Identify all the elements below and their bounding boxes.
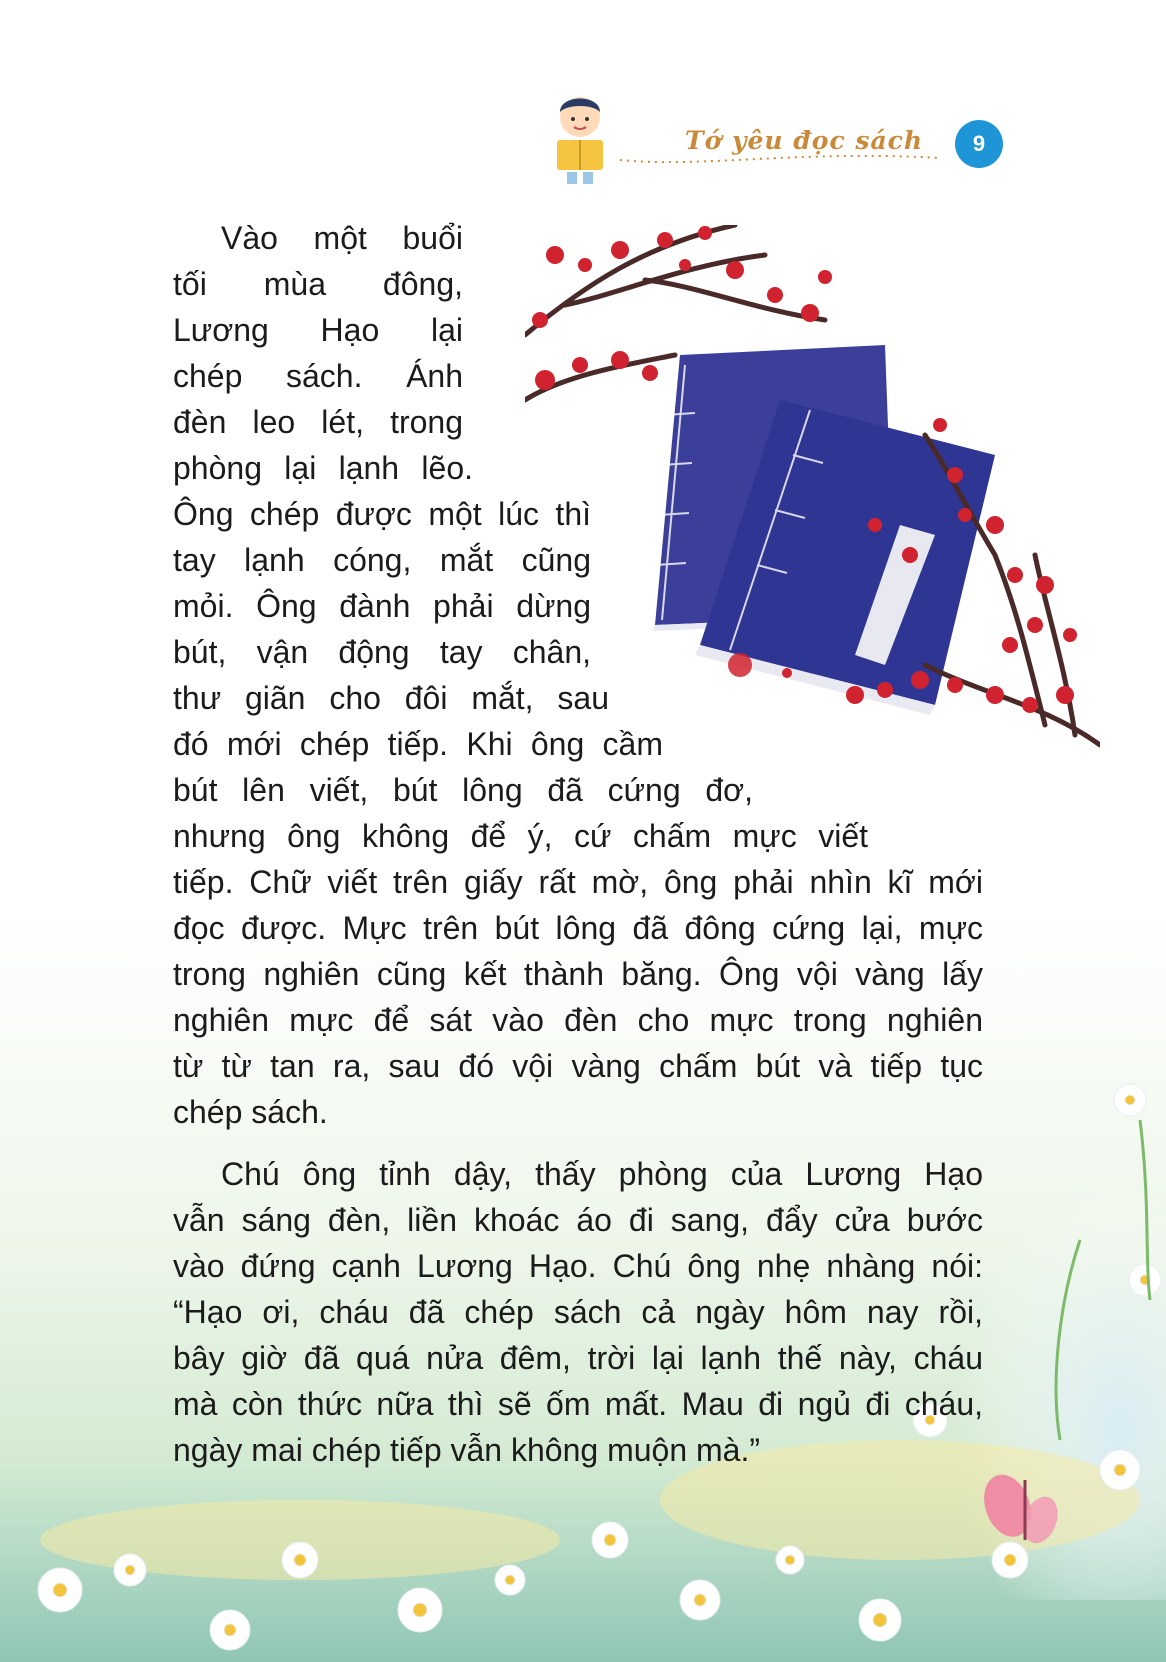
story-text [173,215,983,1473]
text-line: tiếp. Chữ viết trên giấy rất mờ, ông phải nhìn kĩ mới [173,864,983,900]
text-line: tay lạnh cóng, mắt cũng [173,542,591,578]
text-line: “Hạo ơi, cháu đã chép sách cả ngày hôm nay rồi, [173,1294,983,1330]
text-line: nhưng ông không để ý, cứ chấm mực viết [173,818,868,854]
reading-kid-icon [545,92,615,187]
text-line: tối mùa đông, [173,266,463,302]
text-line: vẫn sáng đèn, liền khoác áo đi sang, đẩy cửa bước [173,1202,983,1238]
text-line: chép sách. [173,1094,328,1130]
paragraph-1 [173,215,983,1135]
text-line: bây giờ đã quá nửa đêm, trời lại lạnh thế này, cháu [173,1340,983,1376]
text-line: trong nghiên cũng kết thành băng. Ông vội vàng lấy [173,956,983,992]
text-line: nghiên mực để sát vào đèn cho mực trong nghiên [173,1002,983,1038]
text-line: bút lên viết, bút lông đã cứng đơ, [173,772,753,808]
text-line: đọc được. Mực trên bút lông đã đông cứng lại, mực [173,910,983,946]
text-line: từ từ tan ra, sau đó vội vàng chấm bút và tiếp tục [173,1048,983,1084]
text-line: bút, vận động tay chân, [173,634,591,670]
text-line: phòng lại lạnh lẽo. [173,450,473,486]
text-line: đó mới chép tiếp. Khi ông cầm [173,726,663,762]
text-line: mà còn thức nữa thì sẽ ốm mất. Mau đi ngủ đi cháu, [173,1386,983,1422]
text-line: Ông chép được một lúc thì [173,496,591,532]
text-line: Chú ông tỉnh dậy, thấy phòng của Lương Hạo [221,1156,983,1192]
text-line: chép sách. Ánh [173,358,463,394]
text-line: Lương Hạo lại [173,312,463,348]
text-line: Vào một buổi [221,220,463,256]
text-line: ngày mai chép tiếp vẫn không muộn mà.” [173,1432,760,1468]
text-line: mỏi. Ông đành phải dừng [173,588,591,624]
text-line: đèn leo lét, trong [173,404,463,440]
page-number-badge: 9 [955,120,1003,168]
book-series-title: Tớ yêu đọc sách [685,126,924,155]
text-line: vào đứng cạnh Lương Hạo. Chú ông nhẹ nhàng nói: [173,1248,983,1284]
paragraph-2 [173,1151,983,1473]
text-line: thư giãn cho đôi mắt, sau [173,680,609,716]
